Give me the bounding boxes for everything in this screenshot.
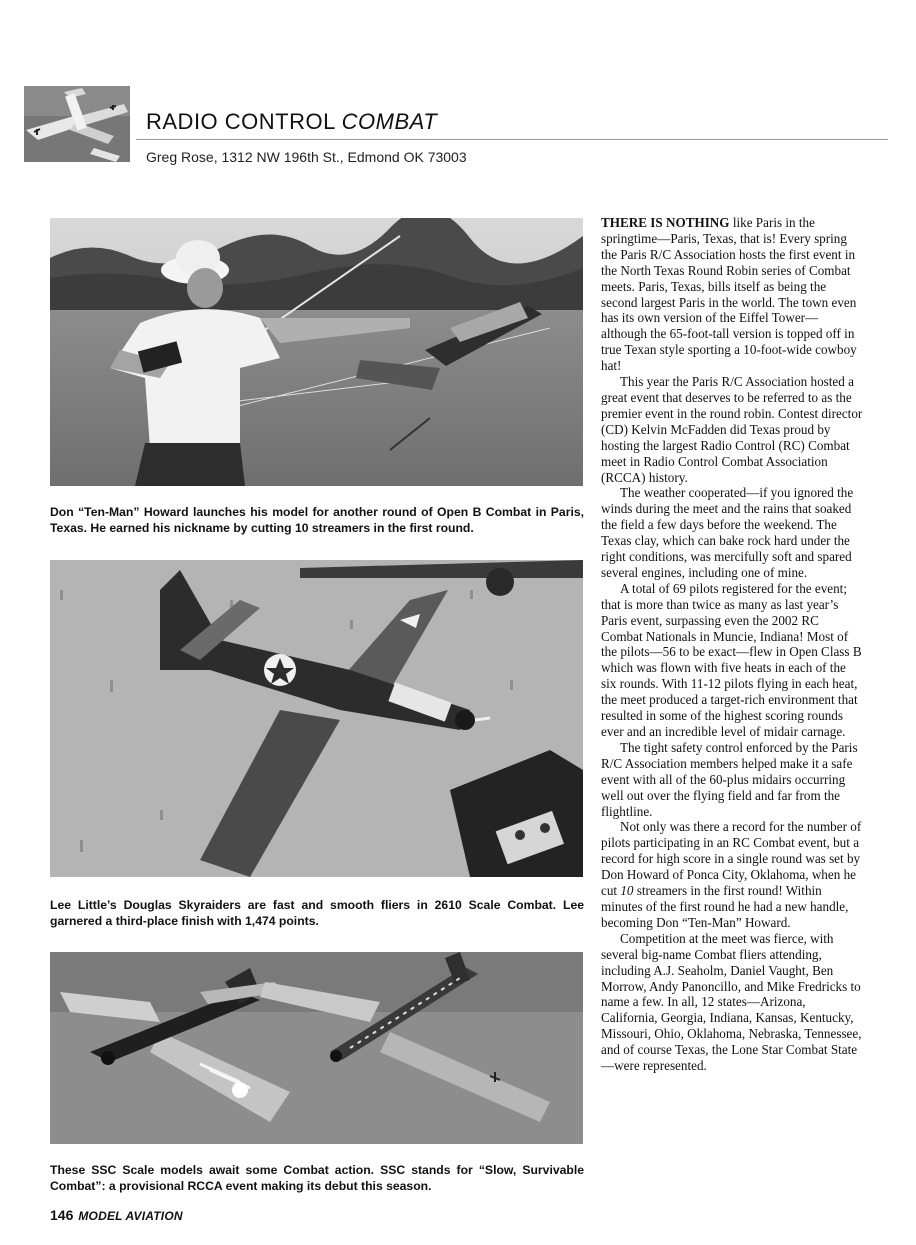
author-address: Greg Rose, 1312 NW 196th St., Edmond OK 73003 [146,149,467,165]
section-title-main: RADIO CONTROL [146,109,342,134]
header-plane-photo [24,86,130,162]
article-paragraph-3: The weather cooperated—if you ignored the winds during the meet and the rains that soaked the field a few days before the weekend. The Texas clay, which can bake rock hard under the right conditions, was mercifully soft and spared several engines, including one of mine. [601,485,854,580]
article-paragraph-6-text-b: streamers in the first round! Within minutes of the first round he had a new handle, becoming Don “Ten-Man” Howard. [601,883,849,930]
article-paragraph-1 [601,215,863,374]
article-paragraph-6-text-a: Not only was there a record for the number of pilots participating in an RC Combat event, but a record for high score in a single round was set by Don Howard of Ponca City, Oklahoma, when he cut [601,819,862,899]
article-paragraph-1-text: like Paris in the springtime—Paris, Texas, that is! Every spring the Paris R/C Association hosts the first event in the North Texas Round Robin series of Combat meets. Paris, Texas, bills itself as being the second largest Paris in the world. The town even has its own version of the Eiffel Tower—although the 65-foot-tall version is topped off in true Texan style sporting a 10-foot-wide cowboy hat! [601,215,857,374]
article-body [601,215,863,1074]
photo-pilot-launch [50,218,583,486]
article-paragraph-2: This year the Paris R/C Association hosted a great event that deserves to be referred to as the premier event in the round robin. Contest director (CD) Kelvin McFadden did Texas proud by hosting the largest Radio Control (RC) Combat meet in Radio Control Combat Association (RCCA) history. [601,374,863,485]
article-paragraph-5: The tight safety control enforced by the Paris R/C Association members helped make it a safe event with all of the 60-plus midairs occurring well out over the flying field and far from the flightline. [601,739,858,819]
article-lead-in: THERE IS NOTHING [601,215,730,230]
photo-ssc-models [50,952,583,1144]
article-paragraph-4: A total of 69 pilots registered for the event; that is more than twice as many as last year’s Paris event, surpassing even the 2002 RC Combat Nationals in Muncie, Indiana! Most of the pilots—56 to be exact—flew in Open Class B which was flown with five heats in each of the six rounds. With 11-12 pilots flying in each heat, the meet produced a target-rich environment that resulted in some of the highest scoring rounds ever and an incredible level of midair carnage. [601,580,862,739]
page-number: 146 [50,1207,74,1223]
caption-photo-2: Lee Little’s Douglas Skyraiders are fast and smooth fliers in 2610 Scale Combat. Lee garnered a third-place finish with 1,474 points. [50,898,584,928]
caption-photo-3: These SSC Scale models await some Combat action. SSC stands for “Slow, Survivable Combat”: a provisional RCCA event making its debut this season. [50,1163,584,1193]
article-paragraph-7: Competition at the meet was fierce, with several big-name Combat fliers attending, including A.J. Seaholm, Daniel Vaught, Ben Morrow, Andy Panoncillo, and Mike Fredricks to name a few. In all, 12 states—Arizona, California, Georgia, Indiana, Kansas, Kentucky, Missouri, Ohio, Oklahoma, Nebraska, Tennessee, and of course Texas, the Lone Star Combat State—were represented. [601,930,862,1074]
photo-skyraider [50,560,583,877]
caption-photo-1: Don “Ten-Man” Howard launches his model for another round of Open B Combat in Paris, Texas. He earned his nickname by cutting 10 streamers in the first round. [50,505,584,535]
header-divider [136,139,888,140]
article-paragraph-6 [601,819,863,930]
section-title-emphasis: COMBAT [341,109,438,134]
article-paragraph-6-emphasis: 10 [620,883,634,899]
page-folio [50,1207,183,1223]
section-title [146,109,437,135]
magazine-name: MODEL AVIATION [78,1209,183,1223]
